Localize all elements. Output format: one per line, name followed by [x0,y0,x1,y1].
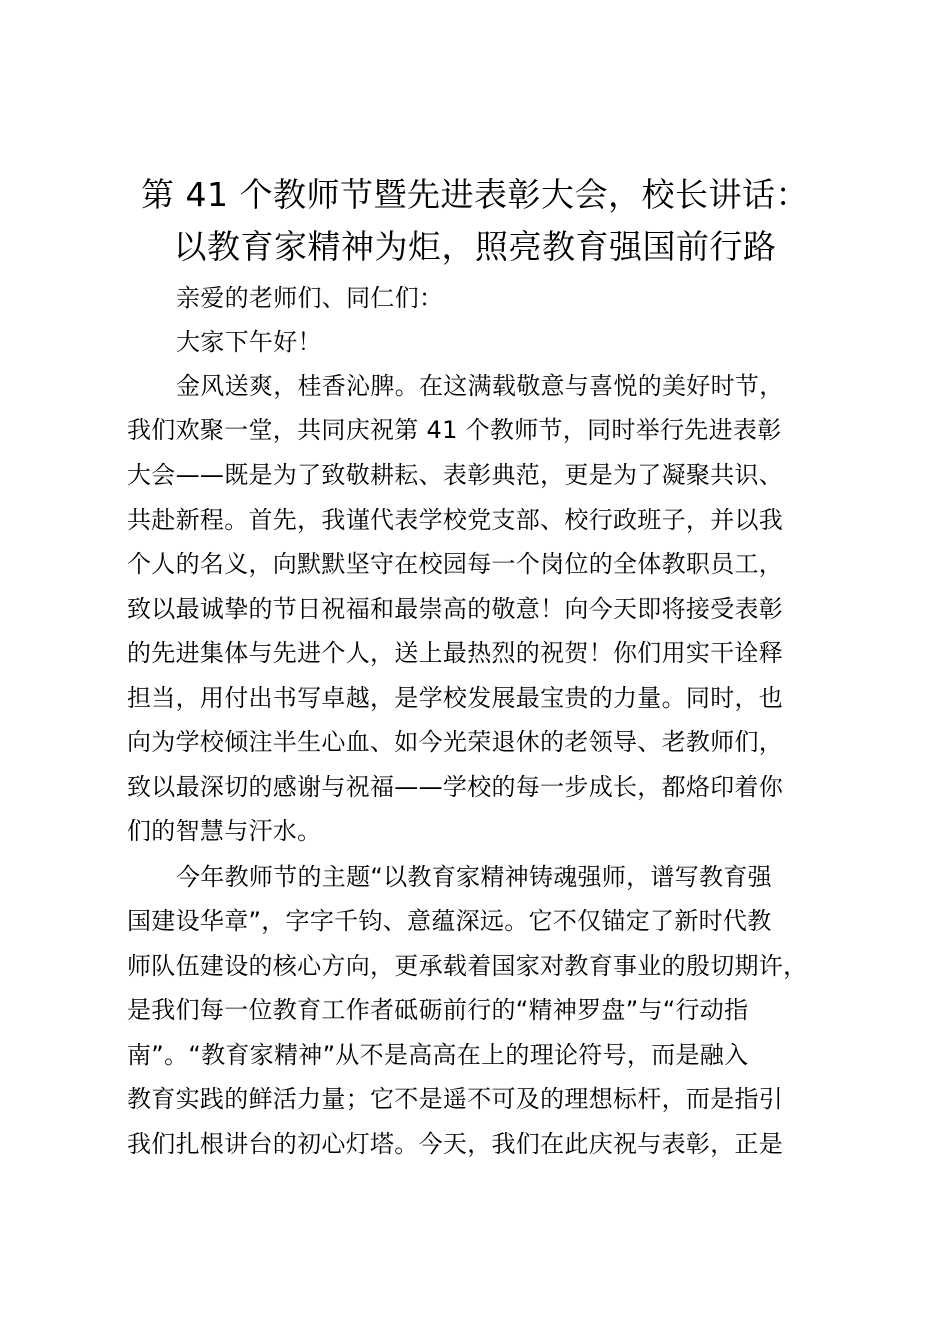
paragraph-line: 南”。“教育家精神”从不是高高在上的理论符号，而是融入 [127,1041,749,1069]
salutation: 大家下午好！ [176,328,322,356]
paragraph-line: 向为学校倾注半生心血、如今光荣退休的老领导、老教师们， [127,728,784,756]
paragraph-line: 金风送爽，桂香沁脾。在这满载敬意与喜悦的美好时节， [176,372,784,400]
document-title-line-2: 以教育家精神为炬，照亮教育强国前行路 [173,227,777,266]
paragraph-line: 致以最深切的感谢与祝福——学校的每一步成长，都烙印着你 [127,773,784,801]
paragraph-line: 致以最诚挚的节日祝福和最崇高的敬意！向今天即将接受表彰 [127,595,784,623]
paragraph-line: 个人的名义，向默默坚守在校园每一个岗位的全体教职员工， [127,550,784,578]
document-title-line-1: 第 41 个教师节暨先进表彰大会，校长讲话： [141,175,809,214]
paragraph-line: 担当，用付出书写卓越，是学校发展最宝贵的力量。同时，也 [127,684,784,712]
paragraph-line: 教育实践的鲜活力量；它不是遥不可及的理想标杆，而是指引 [127,1085,784,1113]
paragraph-line: 是我们每一位教育工作者砥砺前行的“精神罗盘”与“行动指 [127,996,749,1024]
paragraph-line: 师队伍建设的核心方向，更承载着国家对教育事业的殷切期许， [127,952,808,980]
paragraph-line: 国建设华章”，字字千钧、意蕴深远。它不仅锚定了新时代教 [127,907,772,935]
paragraph-line: 我们欢聚一堂，共同庆祝第 41 个教师节，同时举行先进表彰 [127,416,782,444]
paragraph-line: 我们扎根讲台的初心灯塔。今天，我们在此庆祝与表彰，正是 [127,1130,784,1158]
paragraph-line: 共赴新程。首先，我谨代表学校党支部、校行政班子，并以我 [127,506,784,534]
paragraph-line: 今年教师节的主题“以教育家精神铸魂强师，谱写教育强 [176,863,772,891]
paragraph-line: 大会——既是为了致敬耕耘、表彰典范，更是为了凝聚共识、 [127,461,784,489]
paragraph-line: 们的智慧与汗水。 [127,817,322,845]
greeting: 亲爱的老师们、同仁们： [176,284,444,312]
paragraph-line: 的先进集体与先进个人，送上最热烈的祝贺！你们用实干诠释 [127,639,784,667]
